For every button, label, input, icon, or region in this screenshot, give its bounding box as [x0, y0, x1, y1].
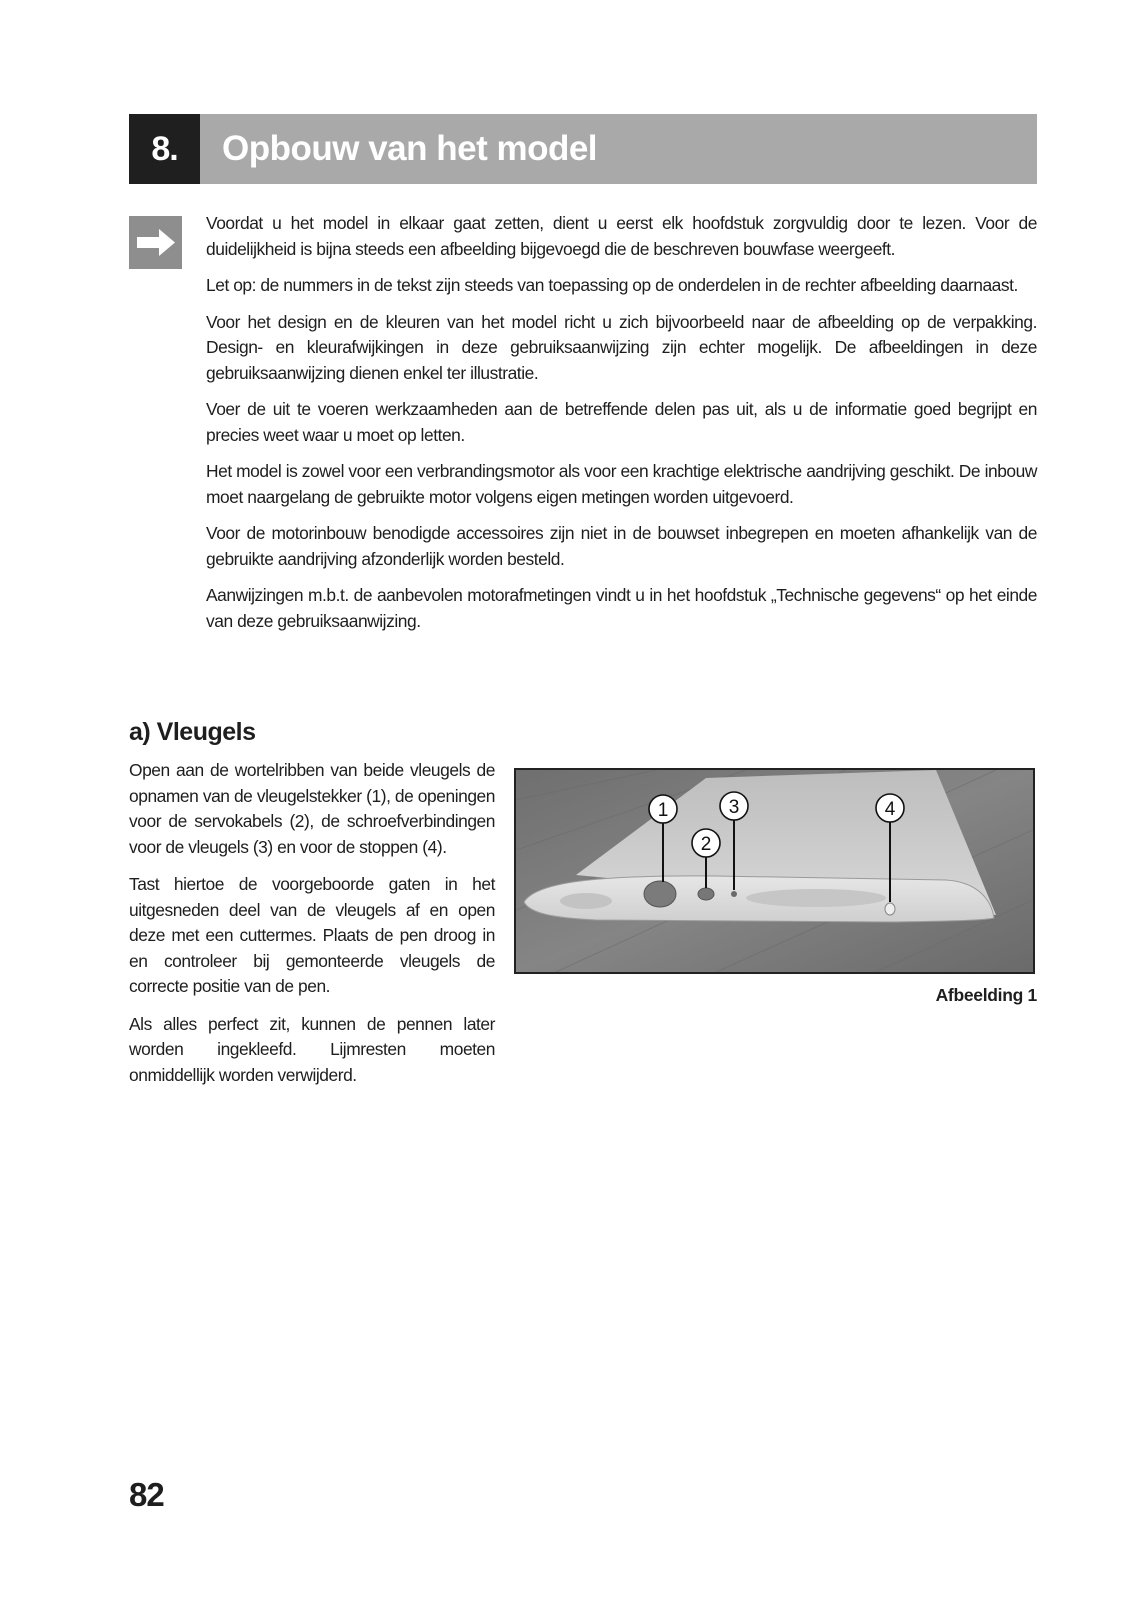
section-number: 8.	[129, 114, 200, 184]
arrow-right-icon	[129, 216, 182, 269]
intro-paragraph: Voordat u het model in elkaar gaat zetten, dient u eerst elk hoofdstuk zorgvuldig door te lezen. Voor de duidelijkheid is bijna steeds een afbeelding bijgevoegd die de beschreven bouwfase weergeeft.	[206, 213, 1037, 259]
figure-caption: Afbeelding 1	[935, 985, 1037, 1005]
page-number: 82	[129, 1476, 164, 1513]
intro-paragraph: Voor de motorinbouw benodigde accessoires zijn niet in de bouwset inbegrepen en moeten afhankelijk van de gebruikte aandrijving afzonderlijk worden besteld.	[206, 523, 1037, 569]
body-paragraph: Open aan de wortelribben van beide vleugels de opnamen van de vleugelstekker (1), de openingen voor de servokabels (2), de schroefverbindingen voor de vleugels (3) en voor de stoppen (4).	[129, 760, 495, 857]
intro-text	[206, 211, 1037, 645]
intro-paragraph: Voer de uit te voeren werkzaamheden aan de betreffende delen pas uit, als u de informatie goed begrijpt en precies weet waar u moet op letten.	[206, 399, 1037, 445]
subsection-text	[129, 758, 495, 1100]
intro-paragraph: Voor het design en de kleuren van het model richt u zich bijvoorbeeld naar de afbeelding op de verpakking. Design- en kleurafwijkingen in deze gebruiksaanwijzing zijn echter mogelijk. De afbeeldingen in deze gebruiksaanwijzing dienen enkel ter illustratie.	[206, 311, 1037, 383]
intro-paragraph: Let op: de nummers in de tekst zijn steeds van toepassing op de onderdelen in de rechter afbeelding daarnaast.	[206, 275, 1018, 295]
wing-photo	[514, 768, 1035, 974]
section-header	[129, 114, 1037, 184]
callout-label: 2	[700, 834, 712, 855]
wing-photo-illustration	[516, 770, 1033, 972]
section-title: Opbouw van het model	[200, 114, 1037, 184]
callout-label: 1	[657, 800, 669, 821]
callout-label: 3	[728, 797, 740, 818]
body-paragraph: Als alles perfect zit, kunnen de pennen later worden ingekleefd. Lijmresten moeten onmiddellijk worden verwijderd.	[129, 1013, 495, 1085]
intro-paragraph: Het model is zowel voor een verbrandingsmotor als voor een krachtige elektrische aandrijving geschikt. De inbouw moet naargelang de gebruikte motor volgens eigen metingen worden uitgevoerd.	[206, 461, 1037, 507]
callout-label: 4	[884, 799, 896, 820]
intro-paragraph: Aanwijzingen m.b.t. de aanbevolen motorafmetingen vindt u in het hoofdstuk „Technische gegevens“ op het einde van deze gebruiksaanwijzing.	[206, 585, 1037, 631]
body-paragraph: Tast hiertoe de voorgeboorde gaten in het uitgesneden deel van de vleugels af en open deze met een cuttermes. Plaats de pen droog in en controleer bij gemonteerde vleugels de correcte positie van de pen.	[129, 874, 495, 996]
subsection-heading: a) Vleugels	[129, 718, 256, 746]
